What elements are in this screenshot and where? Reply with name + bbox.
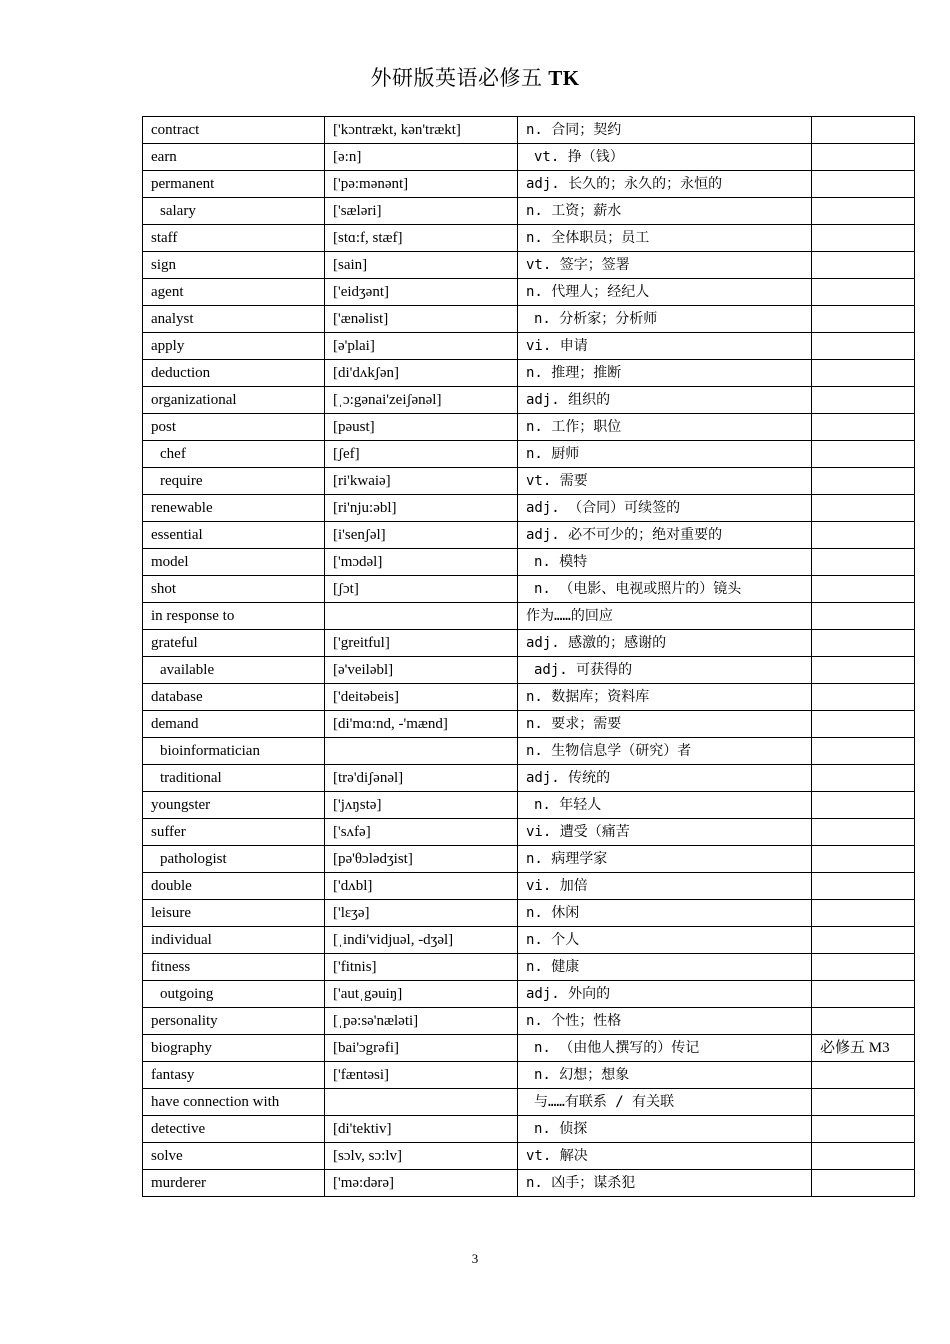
note-cell — [812, 765, 915, 792]
phonetic-cell: [ʃef] — [325, 441, 518, 468]
vocabulary-table-body — [143, 117, 915, 1197]
phonetic-cell: ['ænəlist] — [325, 306, 518, 333]
note-cell — [812, 954, 915, 981]
meaning-cell: adj. （合同）可续签的 — [518, 495, 812, 522]
word-cell: organizational — [143, 387, 325, 414]
table-row — [143, 846, 915, 873]
word-cell: detective — [143, 1116, 325, 1143]
table-row — [143, 711, 915, 738]
word-cell: fantasy — [143, 1062, 325, 1089]
word-cell: chef — [143, 441, 325, 468]
phonetic-cell: [ri'kwaiə] — [325, 468, 518, 495]
phonetic-cell: ['autˌgəuiŋ] — [325, 981, 518, 1008]
meaning-cell: vt. 签字；签署 — [518, 252, 812, 279]
word-cell: essential — [143, 522, 325, 549]
phonetic-cell: ['jʌŋstə] — [325, 792, 518, 819]
phonetic-cell: [di'tektiv] — [325, 1116, 518, 1143]
note-cell — [812, 657, 915, 684]
meaning-cell: n. 推理；推断 — [518, 360, 812, 387]
note-cell — [812, 900, 915, 927]
word-cell: fitness — [143, 954, 325, 981]
word-cell: post — [143, 414, 325, 441]
word-cell: personality — [143, 1008, 325, 1035]
table-row — [143, 549, 915, 576]
word-cell: available — [143, 657, 325, 684]
table-row — [143, 927, 915, 954]
note-cell — [812, 1089, 915, 1116]
meaning-cell: n. 病理学家 — [518, 846, 812, 873]
table-row — [143, 900, 915, 927]
meaning-cell: n. 幻想；想象 — [518, 1062, 812, 1089]
meaning-cell: n. （由他人撰写的）传记 — [518, 1035, 812, 1062]
phonetic-cell: [ə'veiləbl] — [325, 657, 518, 684]
note-cell — [812, 360, 915, 387]
note-cell — [812, 171, 915, 198]
table-row — [143, 1089, 915, 1116]
table-row — [143, 171, 915, 198]
table-row — [143, 819, 915, 846]
note-cell — [812, 522, 915, 549]
table-row — [143, 873, 915, 900]
table-row — [143, 279, 915, 306]
table-row — [143, 1035, 915, 1062]
table-row — [143, 1143, 915, 1170]
note-cell — [812, 1143, 915, 1170]
note-cell — [812, 684, 915, 711]
meaning-cell: adj. 外向的 — [518, 981, 812, 1008]
table-row — [143, 333, 915, 360]
meaning-cell: n. 个性；性格 — [518, 1008, 812, 1035]
meaning-cell: vi. 遭受（痛苦 — [518, 819, 812, 846]
phonetic-cell: [ˌpə:sə'næləti] — [325, 1008, 518, 1035]
phonetic-cell: [ˌɔ:gənai'zeiʃənəl] — [325, 387, 518, 414]
page-title-text: 外研版英语必修五 — [370, 66, 543, 90]
meaning-cell: n. 健康 — [518, 954, 812, 981]
word-cell: biography — [143, 1035, 325, 1062]
meaning-cell: n. 凶手；谋杀犯 — [518, 1170, 812, 1197]
note-cell — [812, 576, 915, 603]
meaning-cell: n. 休闲 — [518, 900, 812, 927]
meaning-cell: vt. 解决 — [518, 1143, 812, 1170]
phonetic-cell: ['pə:mənənt] — [325, 171, 518, 198]
word-cell: in response to — [143, 603, 325, 630]
note-cell — [812, 252, 915, 279]
word-cell: permanent — [143, 171, 325, 198]
meaning-cell: adj. 感激的；感谢的 — [518, 630, 812, 657]
word-cell: pathologist — [143, 846, 325, 873]
meaning-cell: n. 工资；薪水 — [518, 198, 812, 225]
phonetic-cell: ['mə:dərə] — [325, 1170, 518, 1197]
meaning-cell: adj. 组织的 — [518, 387, 812, 414]
note-cell — [812, 468, 915, 495]
meaning-cell: n. 个人 — [518, 927, 812, 954]
meaning-cell: n. 模特 — [518, 549, 812, 576]
table-row — [143, 1116, 915, 1143]
word-cell: deduction — [143, 360, 325, 387]
word-cell: contract — [143, 117, 325, 144]
note-cell: 必修五 M3 — [812, 1035, 915, 1062]
note-cell — [812, 792, 915, 819]
page-number: 3 — [471, 1251, 479, 1266]
phonetic-cell: ['sæləri] — [325, 198, 518, 225]
meaning-cell: n. 厨师 — [518, 441, 812, 468]
phonetic-cell: [sɔlv, sɔ:lv] — [325, 1143, 518, 1170]
note-cell — [812, 1008, 915, 1035]
word-cell: double — [143, 873, 325, 900]
phonetic-cell: ['fitnis] — [325, 954, 518, 981]
table-row — [143, 1062, 915, 1089]
phonetic-cell: ['kɔntrækt, kən'trækt] — [325, 117, 518, 144]
phonetic-cell: [ri'nju:əbl] — [325, 495, 518, 522]
table-row — [143, 603, 915, 630]
meaning-cell: n. （电影、电视或照片的）镜头 — [518, 576, 812, 603]
page-title — [0, 62, 950, 92]
note-cell — [812, 441, 915, 468]
phonetic-cell: ['fæntəsi] — [325, 1062, 518, 1089]
table-row — [143, 1170, 915, 1197]
phonetic-cell: ['greitful] — [325, 630, 518, 657]
word-cell: leisure — [143, 900, 325, 927]
note-cell — [812, 225, 915, 252]
note-cell — [812, 387, 915, 414]
meaning-cell: vi. 申请 — [518, 333, 812, 360]
note-cell — [812, 738, 915, 765]
note-cell — [812, 927, 915, 954]
note-cell — [812, 279, 915, 306]
meaning-cell: adj. 长久的；永久的；永恒的 — [518, 171, 812, 198]
word-cell: individual — [143, 927, 325, 954]
word-cell: bioinformatician — [143, 738, 325, 765]
phonetic-cell — [325, 1089, 518, 1116]
note-cell — [812, 1170, 915, 1197]
word-cell: earn — [143, 144, 325, 171]
meaning-cell: n. 年轻人 — [518, 792, 812, 819]
table-row — [143, 684, 915, 711]
phonetic-cell: [ə:n] — [325, 144, 518, 171]
phonetic-cell: ['mɔdəl] — [325, 549, 518, 576]
table-row — [143, 306, 915, 333]
phonetic-cell: [sain] — [325, 252, 518, 279]
phonetic-cell: [ə'plai] — [325, 333, 518, 360]
meaning-cell: n. 工作；职位 — [518, 414, 812, 441]
table-row — [143, 441, 915, 468]
note-cell — [812, 549, 915, 576]
phonetic-cell: [di'mɑ:nd, -'mænd] — [325, 711, 518, 738]
note-cell — [812, 1062, 915, 1089]
phonetic-cell: [pə'θɔlədʒist] — [325, 846, 518, 873]
meaning-cell: vt. 需要 — [518, 468, 812, 495]
page-title-tag: TK — [548, 66, 580, 90]
phonetic-cell: ['lɛʒə] — [325, 900, 518, 927]
meaning-cell: 作为……的回应 — [518, 603, 812, 630]
note-cell — [812, 333, 915, 360]
note-cell — [812, 414, 915, 441]
note-cell — [812, 198, 915, 225]
word-cell: outgoing — [143, 981, 325, 1008]
table-row — [143, 225, 915, 252]
meaning-cell: 与……有联系 / 有关联 — [518, 1089, 812, 1116]
meaning-cell: adj. 必不可少的；绝对重要的 — [518, 522, 812, 549]
table-row — [143, 468, 915, 495]
table-row — [143, 657, 915, 684]
phonetic-cell: [stɑ:f, stæf] — [325, 225, 518, 252]
word-cell: demand — [143, 711, 325, 738]
meaning-cell: n. 全体职员；员工 — [518, 225, 812, 252]
phonetic-cell: [pəust] — [325, 414, 518, 441]
table-row — [143, 522, 915, 549]
note-cell — [812, 495, 915, 522]
phonetic-cell: [ˌindi'vidjuəl, -dʒəl] — [325, 927, 518, 954]
table-row — [143, 954, 915, 981]
vocabulary-table — [142, 116, 915, 1197]
note-cell — [812, 306, 915, 333]
word-cell: renewable — [143, 495, 325, 522]
note-cell — [812, 144, 915, 171]
word-cell: sign — [143, 252, 325, 279]
word-cell: solve — [143, 1143, 325, 1170]
table-row — [143, 387, 915, 414]
phonetic-cell: ['eidʒənt] — [325, 279, 518, 306]
meaning-cell: n. 生物信息学（研究）者 — [518, 738, 812, 765]
table-row — [143, 144, 915, 171]
table-row — [143, 630, 915, 657]
phonetic-cell — [325, 738, 518, 765]
meaning-cell: adj. 可获得的 — [518, 657, 812, 684]
table-row — [143, 414, 915, 441]
word-cell: analyst — [143, 306, 325, 333]
meaning-cell: n. 分析家；分析师 — [518, 306, 812, 333]
word-cell: youngster — [143, 792, 325, 819]
phonetic-cell: [trə'diʃənəl] — [325, 765, 518, 792]
meaning-cell: n. 合同；契约 — [518, 117, 812, 144]
note-cell — [812, 1116, 915, 1143]
word-cell: staff — [143, 225, 325, 252]
meaning-cell: n. 要求；需要 — [518, 711, 812, 738]
word-cell: model — [143, 549, 325, 576]
note-cell — [812, 819, 915, 846]
table-row — [143, 252, 915, 279]
note-cell — [812, 873, 915, 900]
table-row — [143, 576, 915, 603]
phonetic-cell: [i'senʃəl] — [325, 522, 518, 549]
phonetic-cell: ['dʌbl] — [325, 873, 518, 900]
note-cell — [812, 603, 915, 630]
note-cell — [812, 846, 915, 873]
phonetic-cell: [bai'ɔgrəfi] — [325, 1035, 518, 1062]
table-row — [143, 1008, 915, 1035]
meaning-cell: n. 数据库；资料库 — [518, 684, 812, 711]
phonetic-cell: ['sʌfə] — [325, 819, 518, 846]
meaning-cell: adj. 传统的 — [518, 765, 812, 792]
word-cell: salary — [143, 198, 325, 225]
note-cell — [812, 630, 915, 657]
meaning-cell: vi. 加倍 — [518, 873, 812, 900]
phonetic-cell: [di'dʌkʃən] — [325, 360, 518, 387]
word-cell: murderer — [143, 1170, 325, 1197]
note-cell — [812, 117, 915, 144]
word-cell: agent — [143, 279, 325, 306]
word-cell: have connection with — [143, 1089, 325, 1116]
phonetic-cell: [ʃɔt] — [325, 576, 518, 603]
note-cell — [812, 981, 915, 1008]
table-row — [143, 738, 915, 765]
meaning-cell: n. 侦探 — [518, 1116, 812, 1143]
note-cell — [812, 711, 915, 738]
meaning-cell: n. 代理人；经纪人 — [518, 279, 812, 306]
word-cell: require — [143, 468, 325, 495]
table-row — [143, 981, 915, 1008]
table-row — [143, 198, 915, 225]
table-row — [143, 117, 915, 144]
table-row — [143, 792, 915, 819]
word-cell: suffer — [143, 819, 325, 846]
word-cell: shot — [143, 576, 325, 603]
table-row — [143, 495, 915, 522]
phonetic-cell: ['deitəbeis] — [325, 684, 518, 711]
word-cell: database — [143, 684, 325, 711]
meaning-cell: vt. 挣（钱） — [518, 144, 812, 171]
phonetic-cell — [325, 603, 518, 630]
word-cell: traditional — [143, 765, 325, 792]
table-row — [143, 765, 915, 792]
table-row — [143, 360, 915, 387]
word-cell: apply — [143, 333, 325, 360]
word-cell: grateful — [143, 630, 325, 657]
